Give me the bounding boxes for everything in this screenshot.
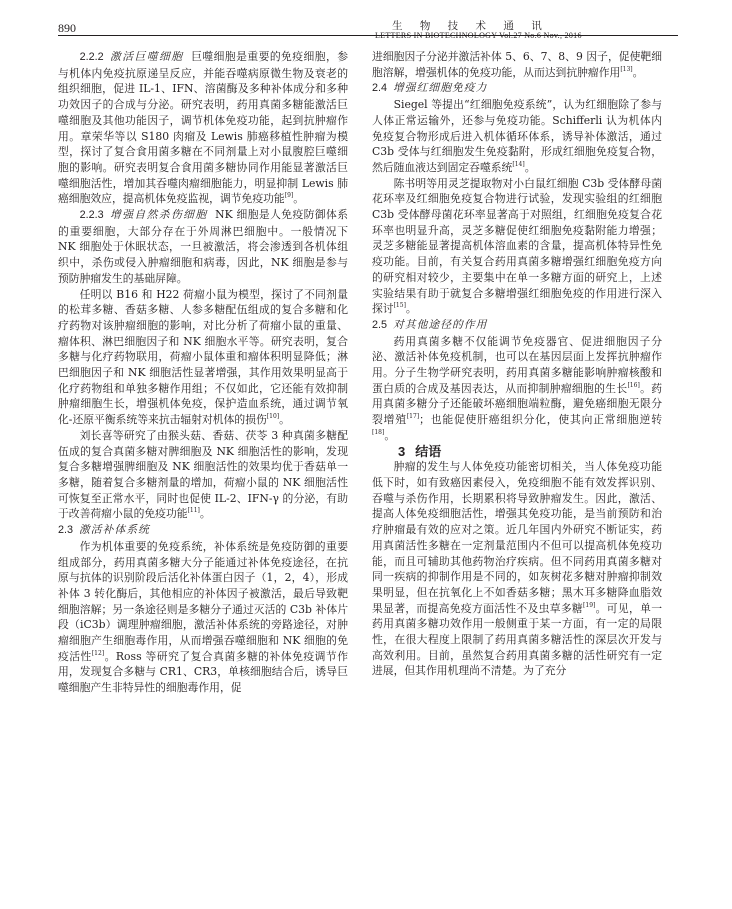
citation: [18] [372, 428, 385, 436]
citation: [14] [512, 160, 525, 168]
right-column [372, 49, 662, 679]
citation: [9] [284, 192, 294, 200]
citation: [10] [266, 413, 280, 421]
section-heading-2-2-3: 2.2.3 增强自然杀伤细胞 [79, 208, 208, 222]
paragraph-2-2-3: 2.2.3 增强自然杀伤细胞 NK 细胞是人免疫防御体系的重要细胞，大部分存在于外周淋巴细胞中。一般情况下 NK 细胞处于休眠状态，一旦被激活，将会渗透到各机体组织中，杀伤或侵入肿瘤细胞和病毒，因此，NK 细胞是参与预防肿瘤发生的基础屏障。 [58, 208, 348, 285]
paragraph-other-pathways: 药用真菌多糖不仅能调节免疫器官、促进细胞因子分泌、激活补体免疫机制，也可以在基因层面上发挥抗肿瘤作用。分子生物学研究表明，药用真菌多糖能影响肿瘤核酸和蛋白质的合成及基因表达，从而抑制肿瘤细胞的生长[16]。药用真菌多糖分子还能破坏癌细胞端粒酶，避免癌细胞无限分裂增殖[17]；也能促使肝癌组织分化，使其向正常细胞逆转[18]。 [372, 334, 663, 442]
citation: [17] [406, 413, 420, 421]
header-rule [58, 35, 678, 36]
paragraph-ren-ming: 任明以 B16 和 H22 荷瘤小鼠为模型，探讨了不同剂量的松茸多糖、香菇多糖、人参多糖配伍组成的复合多糖和化疗药物对该肿瘤细胞的影响，对比分析了荷瘤小鼠的重量、瘤体积、淋巴细胞因子和 NK 细胞水平等。研究表明，复合多糖与化疗药物联用，荷瘤小鼠体重和瘤体积明显降低；淋巴细胞因子和 NK 细胞活性显著增强，其作用效果明显高于化疗药物组和单独多糖作用组；不仅如此，它还能有效抑制肿瘤细胞生长，增强机体免疫，保护造血系统，通过调节氧化-还原平衡系统等来抗击辐射对机体的损伤[10]。 [58, 287, 348, 427]
page-number: 890 [58, 21, 76, 35]
citation: [11] [187, 507, 200, 515]
paragraph-conclusion: 肿瘤的发生与人体免疫功能密切相关，当人体免疫功能低下时，如有致癌因素侵入，免疫细胞不能有效发挥识别、吞噬与杀伤作用，长期累积将导致肿瘤发生。因此，激活、提高人体免疫细胞活性，增强其免疫功能，是当前预防和治疗肿瘤最有效的应对之策。近几年国内外研究不断证实，药用真菌活性多糖在一定剂量范围内不但可以提高机体免疫功能，而且可辅助其他药物治疗疾病。但不同药用真菌多糖对同一疾病的抑制作用是不同的，如灰树花多糖对肿瘤抑制效果明显，但在抗氧化上不如香菇多糖；黑木耳多糖降血脂效果显著，而提高免疫方面活性不及虫草多糖[19]。可见，单一药用真菌多糖功效作用一般侧重于某一方面，有一定的局限性，在很大程度上限制了药用真菌多糖活性的深层次开发与高效利用。目前，虽然复合药用真菌多糖的活性研究有一定进展，但其作用机理尚不清楚。为了充分 [372, 460, 663, 678]
paragraph-continued: 进细胞因子分泌并激活补体 5、6、7、8、9 因子，促使靶细胞溶解，增强机体的免疫功能，从而达到抗肿瘤作用[13]。 [372, 50, 662, 79]
citation: [16] [627, 381, 640, 389]
citation: [19] [583, 601, 596, 609]
section-heading-2-5: 2.5 对其他途径的作用 [372, 317, 488, 331]
paragraph-siegel: Siegel 等提出“红细胞免疫系统”，认为红细胞除了参与人体正常运输外，还参与免疫功能。Schifferli 认为机体内免疫复合物形成后进入机体循环体系，诱导补体激活，通过 C3b 受体与红细胞发生免疫黏附，形成红细胞免疫复合物，然后随血液达到固定吞噬系统[14]。 [372, 98, 662, 174]
citation: [12] [91, 649, 105, 657]
section-heading-2-3: 2.3 激活补体系统 [58, 523, 150, 537]
journal-title-cn: 生 物 技 术 通 讯 [392, 20, 549, 32]
citation: [13] [620, 65, 633, 73]
journal-title-en: LETTERS IN BIOTECHNOLOGY Vol.27 No.6 Nov., 2016 [375, 31, 582, 40]
section-heading-3: 3 结语 [398, 443, 442, 459]
citation: [15] [393, 302, 406, 310]
paragraph-complement: 作为机体重要的免疫系统，补体系统是免疫防御的重要组成部分，药用真菌多糖大分子能通过补体免疫途径，在抗原与抗体的识别阶段后活化补体蛋白因子（1，2，4），形成补体 3 转化酶后，其他相应的补体因子被激活，最后导致靶细胞溶解；另一条途径则是多糖分子通过灭活的 C3b 补体片段（iC3b）调理肿瘤细胞，激活补体系统的旁路途径，对肿瘤细胞产生细胞毒作用，从而增强吞噬细胞和 NK 细胞的免疫活性[12]。Ross 等研究了复合真菌多糖的补体免疫调节作用，发现复合多糖与 CR1、CR3，单核细胞结合后，诱导巨噬细胞产生非特异性的细胞毒作用，促 [58, 539, 348, 695]
left-column [58, 49, 348, 696]
paragraph-chen-shuming: 陈书明等用灵芝提取物对小白鼠红细胞 C3b 受体酵母菌花环率及红细胞免疫复合物进行试验，发现实验组的红细胞 C3b 受体酵母菌花环率显著高于对照组，红细胞免疫复合花环率也明显升高，灵芝多糖促使红细胞免疫黏附能力增强；灵芝多糖能显著提高机体溶血素的含量，提高机体特异性免疫功能。目前，有关复合药用真菌多糖增强红细胞免疫方向的研究相对较少，主要集中在单一多糖方面的研究上，上述实验结果有助于就复合多糖增强红细胞免疫的作用进行深入探讨[15]。 [372, 176, 662, 316]
section-heading-2-2-2: 2.2.2 激活巨噬细胞 [79, 50, 184, 63]
section-heading-2-4: 2.4 增强红细胞免疫力 [372, 81, 488, 95]
paragraph-liu-changxi: 刘长喜等研究了由猴头菇、香菇、茯苓 3 种真菌多糖配伍成的复合真菌多糖对脾细胞及 NK 细胞活性的影响，发现复合多糖增强脾细胞及 NK 细胞活性的效果均优于香菇单一多糖，随着复合多糖剂量的增加，荷瘤小鼠的 NK 细胞活性可恢复至正常水平，同时也促使 IL-2、IFN-γ 的分泌，有助于改善荷瘤小鼠的免疫功能[11]。 [58, 428, 348, 521]
paragraph-2-2-2: 2.2.2 激活巨噬细胞 巨噬细胞是重要的免疫细胞，参与机体内免疫抗原递呈反应，并能吞噬病原微生物及衰老的组织细胞，促进 IL-1、IFN、溶菌酶及多种补体成分和多种功效因子的合成与分泌。研究表明，药用真菌多糖能激活巨噬细胞及其他功能因子，调节机体免疫功能，起到抗肿瘤作用。章荣华等以 S180 肉瘤及 Lewis 肺癌移植性肿瘤为模型，探讨了复合食用菌多糖在不同剂量上对小鼠腹腔巨噬细胞的影响。研究表明复合食用菌多糖协同作用能显著激活巨噬细胞活性，增加其吞噬肉瘤细胞能力，明显抑制 Lewis 肺癌细胞效应，提高机体免疫监视，调节免疫功能[9]。 [58, 50, 349, 206]
